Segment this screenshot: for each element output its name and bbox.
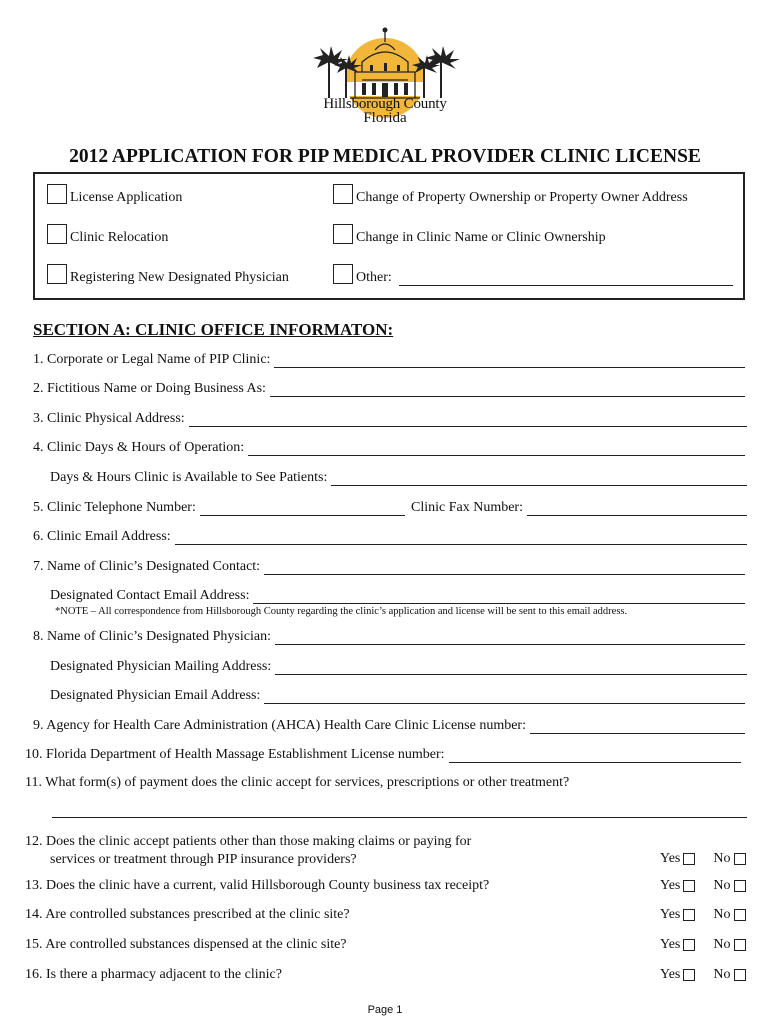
designated-physician-label: 8. Name of Clinic’s Designated Physician: — [33, 629, 271, 644]
field-payment-forms — [25, 775, 569, 791]
q14-no-checkbox[interactable] — [734, 909, 746, 921]
field-designated-contact — [33, 559, 745, 575]
option-license-application[interactable] — [47, 184, 182, 206]
field-massage-license — [25, 747, 741, 763]
question-16-yes-no — [660, 967, 746, 983]
clinic-email-input[interactable] — [175, 530, 747, 545]
form-title: 2012 APPLICATION FOR PIP MEDICAL PROVIDER CLINIC LICENSE — [69, 146, 701, 167]
question-13-yes-no — [660, 878, 746, 894]
option-change-property[interactable] — [333, 184, 688, 206]
q15-no-label: No — [713, 937, 731, 952]
telephone-label: 5. Clinic Telephone Number: — [33, 500, 196, 515]
change-name-checkbox[interactable] — [333, 224, 353, 244]
change-property-label: Change of Property Ownership or Property Owner Address — [356, 190, 688, 205]
registering-physician-checkbox[interactable] — [47, 264, 67, 284]
field-clinic-email — [33, 529, 747, 545]
designated-physician-input[interactable] — [275, 630, 745, 645]
field-corporate-name — [33, 352, 745, 368]
question-15 — [25, 937, 347, 953]
fictitious-name-input[interactable] — [270, 382, 745, 397]
field-fax — [411, 500, 747, 516]
question-12-label-2: services or treatment through PIP insurance providers? — [50, 852, 357, 867]
field-fictitious-name — [33, 381, 745, 397]
q13-yes-label: Yes — [660, 878, 681, 893]
q14-yes-label: Yes — [660, 907, 681, 922]
corporate-name-input[interactable] — [274, 353, 745, 368]
contact-email-input[interactable] — [253, 589, 745, 604]
q16-yes-label: Yes — [660, 967, 681, 982]
question-14 — [25, 907, 350, 923]
q14-yes-checkbox[interactable] — [683, 909, 695, 921]
field-physician-email — [50, 688, 745, 704]
field-ahca-license — [33, 718, 745, 734]
physician-mailing-input[interactable] — [275, 660, 747, 675]
field-telephone — [33, 500, 405, 516]
other-checkbox[interactable] — [333, 264, 353, 284]
page-number: Page 1 — [367, 1004, 403, 1016]
logo-county-name: Hillsborough County — [323, 96, 447, 112]
massage-license-label: 10. Florida Department of Health Massage Establishment License number: — [25, 747, 445, 762]
physical-address-label: 3. Clinic Physical Address: — [33, 411, 185, 426]
question-16 — [25, 967, 282, 983]
field-designated-physician — [33, 629, 745, 645]
change-property-checkbox[interactable] — [333, 184, 353, 204]
field-days-hours — [33, 440, 745, 456]
q12-no-checkbox[interactable] — [734, 853, 746, 865]
contact-email-label: Designated Contact Email Address: — [50, 588, 250, 603]
designated-contact-label: 7. Name of Clinic’s Designated Contact: — [33, 559, 261, 574]
question-13 — [25, 878, 489, 894]
q16-no-label: No — [713, 967, 731, 982]
days-hours-input[interactable] — [248, 441, 745, 456]
clinic-relocation-label: Clinic Relocation — [70, 230, 169, 245]
payment-forms-label: 11. What form(s) of payment does the clinic accept for services, prescriptions or other treatment? — [25, 775, 570, 790]
option-change-name[interactable] — [333, 224, 606, 246]
section-a-heading: SECTION A: CLINIC OFFICE INFORMATON: — [33, 320, 394, 339]
question-15-label: 15. Are controlled substances dispensed at the clinic site? — [25, 937, 347, 952]
email-note: *NOTE – All correspondence from Hillsborough County regarding the clinic’s application and license will be sent to this email address. — [55, 606, 628, 617]
q13-no-label: No — [713, 878, 731, 893]
question-14-label: 14. Are controlled substances prescribed at the clinic site? — [25, 907, 350, 922]
question-15-yes-no — [660, 937, 746, 953]
fax-input[interactable] — [527, 501, 747, 516]
available-hours-label: Days & Hours Clinic is Available to See Patients: — [50, 470, 328, 485]
q14-no-label: No — [713, 907, 731, 922]
other-label: Other: — [356, 270, 392, 285]
days-hours-label: 4. Clinic Days & Hours of Operation: — [33, 440, 245, 455]
option-registering-physician[interactable] — [47, 264, 289, 286]
question-12-label-1: 12. Does the clinic accept patients other than those making claims or paying for — [25, 834, 472, 849]
question-12-yes-no — [660, 851, 746, 867]
question-14-yes-no — [660, 907, 746, 923]
field-physical-address — [33, 411, 747, 427]
change-name-label: Change in Clinic Name or Clinic Ownership — [356, 230, 606, 245]
q16-yes-checkbox[interactable] — [683, 969, 695, 981]
license-application-label: License Application — [70, 190, 183, 205]
fax-label: Clinic Fax Number: — [411, 500, 523, 515]
q15-yes-label: Yes — [660, 937, 681, 952]
question-12-line1 — [25, 834, 471, 850]
option-clinic-relocation[interactable] — [47, 224, 168, 246]
question-13-label: 13. Does the clinic have a current, valid Hillsborough County business tax receipt? — [25, 878, 490, 893]
physician-mailing-label: Designated Physician Mailing Address: — [50, 659, 272, 674]
physician-email-input[interactable] — [264, 689, 745, 704]
field-physician-mailing — [50, 659, 747, 675]
q12-no-label: No — [713, 851, 731, 866]
field-contact-email — [50, 588, 745, 604]
q16-no-checkbox[interactable] — [734, 969, 746, 981]
license-application-checkbox[interactable] — [47, 184, 67, 204]
q15-yes-checkbox[interactable] — [683, 939, 695, 951]
question-12-line2 — [50, 852, 357, 868]
clinic-email-label: 6. Clinic Email Address: — [33, 529, 171, 544]
registering-physician-label: Registering New Designated Physician — [70, 270, 289, 285]
option-other[interactable] — [333, 264, 733, 286]
field-available-hours — [50, 470, 747, 486]
physician-email-label: Designated Physician Email Address: — [50, 688, 261, 703]
question-16-label: 16. Is there a pharmacy adjacent to the clinic? — [25, 967, 282, 982]
available-hours-input[interactable] — [331, 471, 747, 486]
clinic-relocation-checkbox[interactable] — [47, 224, 67, 244]
q13-yes-checkbox[interactable] — [683, 880, 695, 892]
corporate-name-label: 1. Corporate or Legal Name of PIP Clinic: — [33, 352, 271, 367]
other-input-line[interactable] — [399, 271, 733, 286]
q13-no-checkbox[interactable] — [734, 880, 746, 892]
physical-address-input[interactable] — [189, 412, 747, 427]
designated-contact-input[interactable] — [264, 560, 745, 575]
payment-forms-input[interactable] — [52, 817, 747, 818]
ahca-license-label: 9. Agency for Health Care Administration (AHCA) Health Care Clinic License number: — [33, 718, 526, 733]
ahca-license-input[interactable] — [530, 719, 745, 734]
logo-state-name: Florida — [363, 110, 407, 126]
telephone-input[interactable] — [200, 501, 405, 516]
q12-yes-checkbox[interactable] — [683, 853, 695, 865]
fictitious-name-label: 2. Fictitious Name or Doing Business As: — [33, 381, 266, 396]
q15-no-checkbox[interactable] — [734, 939, 746, 951]
q12-yes-label: Yes — [660, 851, 681, 866]
massage-license-input[interactable] — [449, 748, 741, 763]
